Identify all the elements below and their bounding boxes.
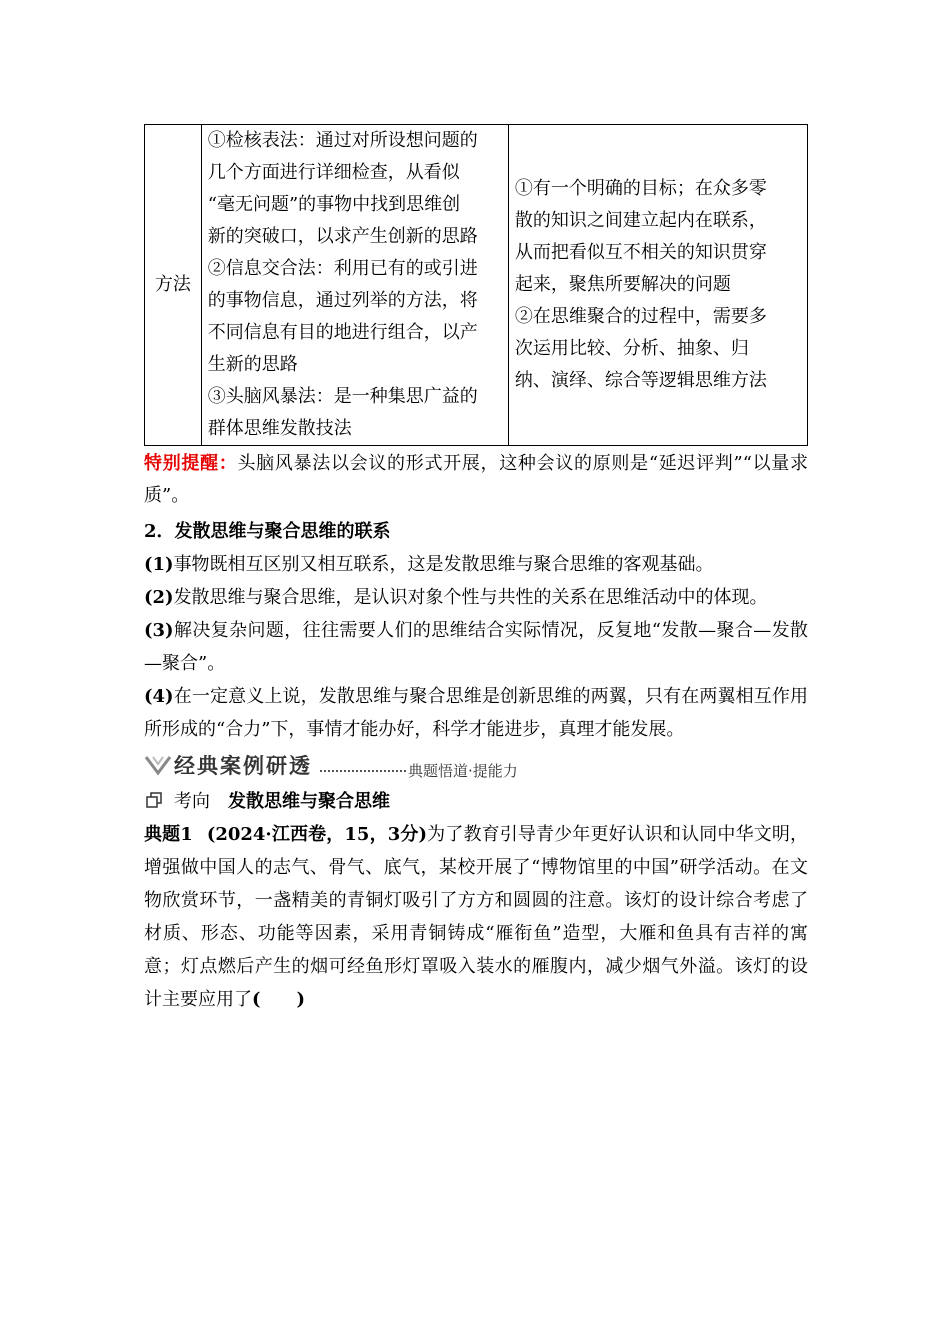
squares-icon [146,792,162,808]
cell-line: ②信息交合法：利用已有的或引进 [207,258,478,279]
list-item [144,548,808,581]
divergent-methods-cell [201,125,508,446]
item-number: (4) [144,686,174,707]
cell-line: 次运用比较、分析、抽象、归 [514,338,749,359]
banner-dotted-rule [320,770,406,772]
list-item [144,680,808,746]
cell-line: 几个方面进行详细检查，从看似 [207,162,460,183]
cell-line: ①检核表法：通过对所设想问题的 [207,130,478,151]
item-number: (1) [144,554,174,575]
topic-heading [144,786,808,818]
item-text: 在一定意义上说，发散思维与聚合思维是创新思维的两翼，只有在两翼相互作用所形成的“合力”下，事情才能办好，科学才能进步，真理才能发展。 [144,686,808,740]
cell-line: 纳、演绎、综合等逻辑思维方法 [514,370,767,391]
question-number: 典题1 [144,824,193,845]
special-reminder [144,448,808,512]
row-header-cell: 方法 [145,125,202,446]
item-text: 事物既相互区别又相互联系，这是发散思维与聚合思维的客观基础。 [173,554,714,575]
example-question [144,818,808,1016]
item-text: 发散思维与聚合思维，是认识对象个性与共性的关系在思维活动中的体现。 [173,587,768,608]
table-row [145,125,808,446]
chevron-down-icon [144,754,172,776]
answer-blank: ( ) [252,989,306,1010]
cell-line: 新的突破口，以求产生创新的思路 [207,226,478,247]
banner-subtitle: 典题悟道·提能力 [408,762,518,780]
item-text: 解决复杂问题，往往需要人们的思维结合实际情况，反复地“发散—聚合—发散—聚合”。 [144,620,808,674]
list-item [144,581,808,614]
cell-line: 的事物信息，通过列举的方法，将 [207,290,478,311]
cell-line: 群体思维发散技法 [207,418,352,439]
reminder-text: 头脑风暴法以会议的形式开展，这种会议的原则是“延迟评判”“以量求质”。 [144,453,808,506]
cell-line: 生新的思路 [207,354,298,375]
cell-line: 从而把看似互不相关的知识贯穿 [514,242,767,263]
list-item [144,614,808,680]
section-heading: 2．发散思维与聚合思维的联系 [144,521,391,542]
cell-line: ②在思维聚合的过程中，需要多 [514,306,767,327]
cell-line: ③头脑风暴法：是一种集思广益的 [207,386,478,407]
item-number: (3) [144,620,174,641]
cell-line: “毫无问题”的事物中找到思维创 [207,194,461,215]
convergent-methods-cell [508,125,807,446]
cell-line: 起来，聚焦所要解决的问题 [514,274,731,295]
cell-line: 不同信息有目的地进行组合，以产 [207,322,478,343]
cell-line: 散的知识之间建立起内在联系， [514,210,767,231]
question-text: 为了教育引导青少年更好认识和认同中华文明，增强做中国人的志气、骨气、底气，某校开展了“博物馆里的中国”研学活动。在文物欣赏环节，一盏精美的青铜灯吸引了方方和圆圆的注意。该灯的设计综合考虑了材质、形态、功能等因素，采用青铜铸成“雁衔鱼”造型，大雁和鱼具有吉祥的寓意；灯点燃后产生的烟可经鱼形灯罩吸入装水的雁腹内，减少烟气外溢。该灯的设计主要应用了 [144,824,808,1010]
section-banner [144,750,808,786]
methods-table [144,124,808,446]
topic-title: 发散思维与聚合思维 [228,791,390,812]
topic-label: 考向 [174,791,210,812]
page-content [144,124,808,1016]
question-source: (2024·江西卷，15，3分) [206,824,428,845]
cell-line: ①有一个明确的目标；在众多零 [514,178,767,199]
reminder-label: 特别提醒： [144,453,238,474]
item-number: (2) [144,587,174,608]
banner-title: 经典案例研透 [174,754,312,778]
